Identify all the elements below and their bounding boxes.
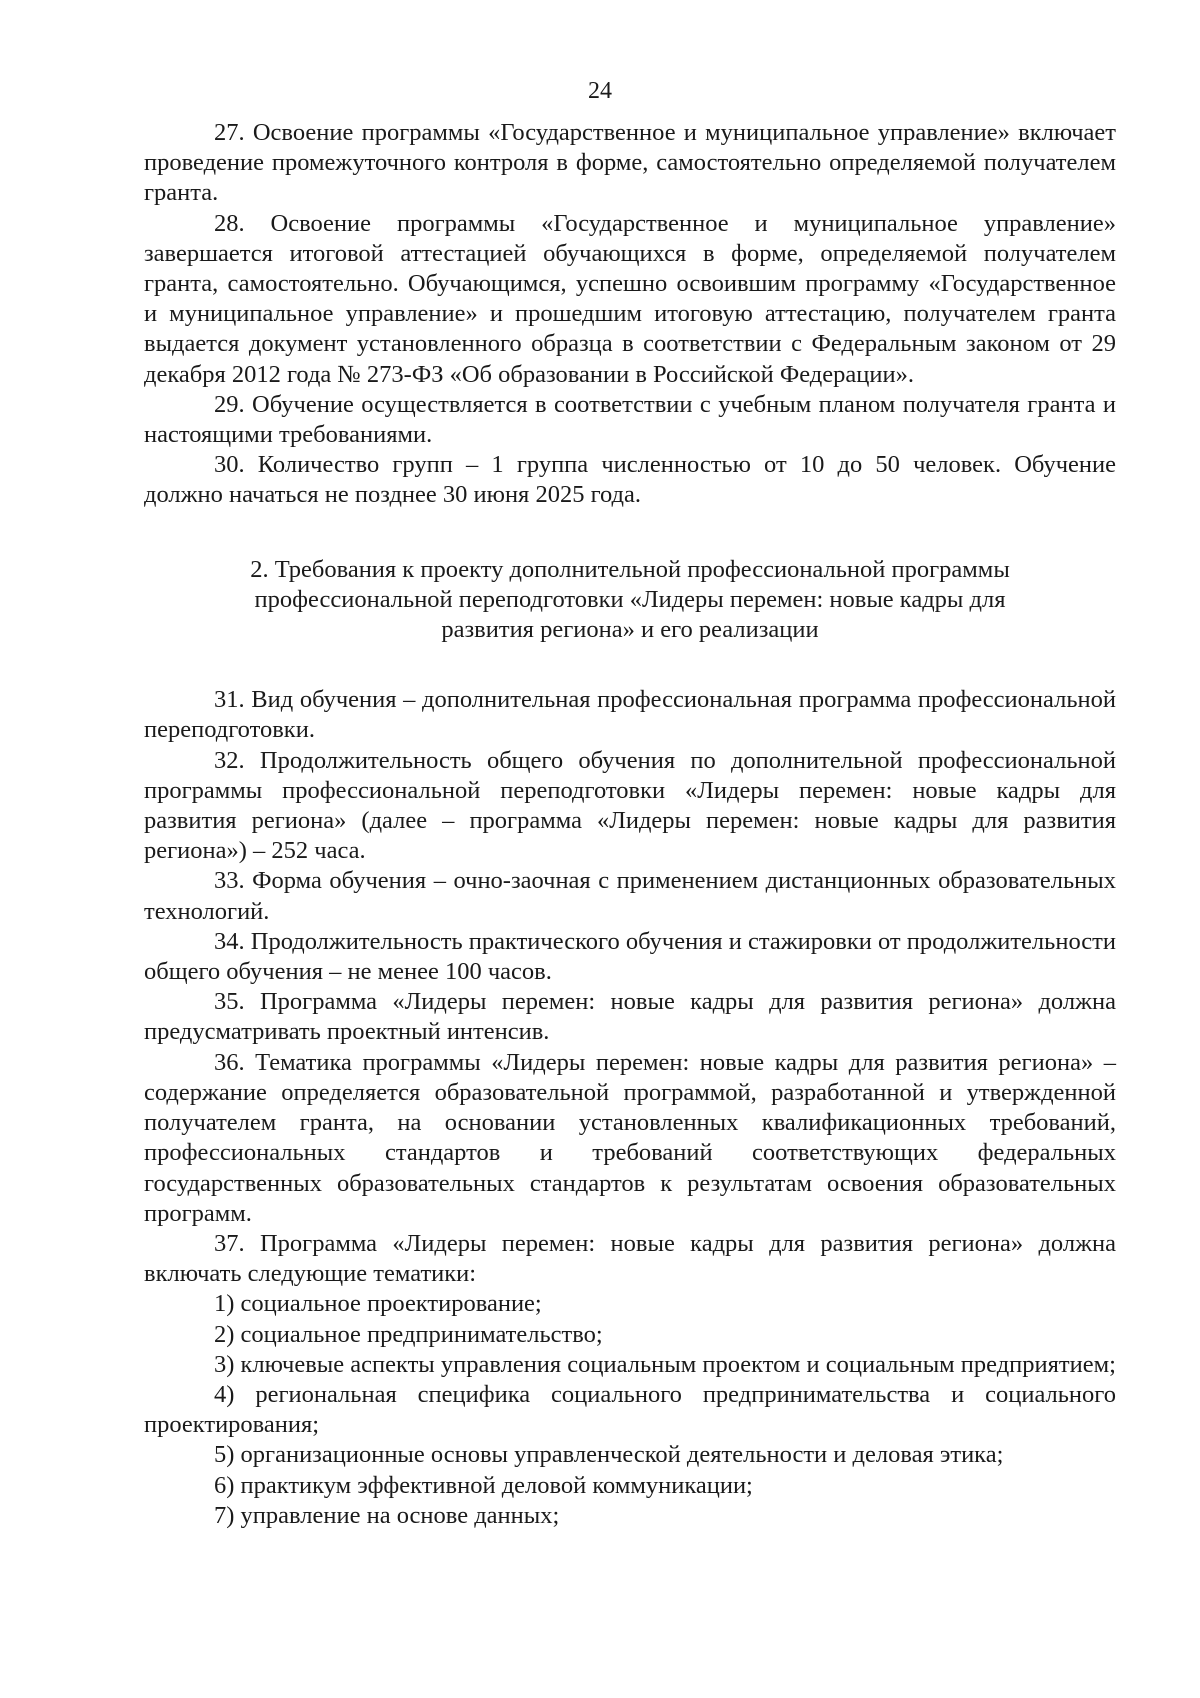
paragraph-27: 27. Освоение программы «Государственное и муниципальное управление» включает проведение промежуточного контроля в форме, самостоятельно определяемой получателем гранта.	[144, 119, 1116, 207]
paragraph-29: 29. Обучение осуществляется в соответствии с учебным планом получателя гранта и настоящими требованиями.	[144, 390, 1116, 449]
list-item-4: 4) региональная специфика социального предпринимательства и социального проектирования;	[144, 1380, 1116, 1439]
section-title: 2. Требования к проекту дополнительной профессиональной программы профессиональной переподготовки «Лидеры перемен: новые кадры для развития региона» и его реализации	[250, 555, 1010, 644]
list-item-6: 6) практикум эффективной деловой коммуникации;	[214, 1471, 753, 1499]
paragraph-31: 31. Вид обучения – дополнительная профессиональная программа профессиональной переподготовки.	[144, 686, 1116, 744]
paragraph-34: 34. Продолжительность практического обучения и стажировки от продолжительности общего обучения – не менее 100 часов.	[144, 927, 1116, 986]
paragraph-32: 32. Продолжительность общего обучения по дополнительной профессиональной программы профессиональной переподготовки «Лидеры перемен: новые кадры для развития региона» (далее – программа «Лидеры перемен: новые кадры для развития региона») – 252 часа.	[144, 746, 1116, 865]
page-number: 24	[588, 78, 612, 104]
list-item-5: 5) организационные основы управленческой деятельности и деловая этика;	[214, 1441, 1004, 1469]
document-body	[144, 118, 1116, 1531]
list-item-2: 2) социальное предпринимательство;	[214, 1320, 603, 1348]
paragraph-36: 36. Тематика программы «Лидеры перемен: новые кадры для развития региона» – содержание определяется образовательной программой, разработанной и утвержденной получателем гранта, на основании установленных квалификационных требований, профессиональных стандартов и требований соответствующих федеральных государственных образовательных стандартов к результатам освоения образовательных программ.	[144, 1048, 1116, 1227]
list-item-3: 3) ключевые аспекты управления социальным проектом и социальным предприятием;	[214, 1350, 1116, 1378]
paragraph-30: 30. Количество групп – 1 группа численностью от 10 до 50 человек. Обучение должно начаться не позднее 30 июня 2025 года.	[144, 451, 1116, 509]
paragraph-28: 28. Освоение программы «Государственное и муниципальное управление» завершается итоговой аттестацией обучающихся в форме, определяемой получателем гранта, самостоятельно. Обучающимся, успешно освоившим программу «Государственное и муниципальное управление» и прошедшим итоговую аттестацию, получателем гранта выдается документ установленного образца в соответствии с Федеральным законом от 29 декабря 2012 года № 273-ФЗ «Об образовании в Российской Федерации».	[144, 209, 1116, 388]
paragraph-37: 37. Программа «Лидеры перемен: новые кадры для развития региона» должна включать следующие тематики:	[144, 1229, 1116, 1288]
list-item-1: 1) социальное проектирование;	[214, 1290, 542, 1318]
paragraph-35: 35. Программа «Лидеры перемен: новые кадры для развития региона» должна предусматривать проектный интенсив.	[144, 988, 1116, 1046]
paragraph-33: 33. Форма обучения – очно-заочная с применением дистанционных образовательных технологий.	[144, 867, 1116, 925]
list-item-7: 7) управление на основе данных;	[214, 1501, 560, 1529]
